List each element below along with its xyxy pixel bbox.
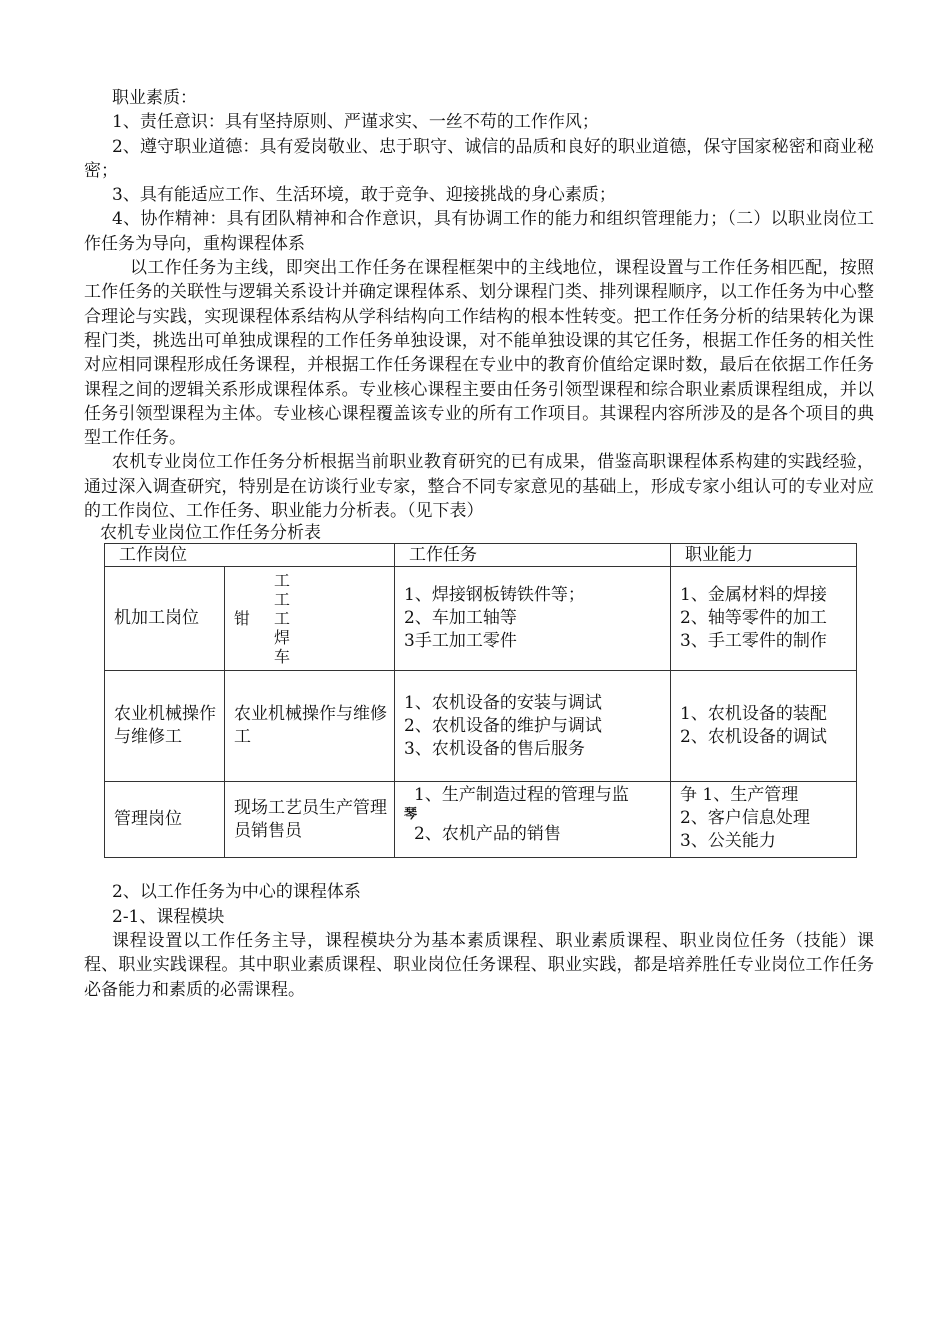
paragraph: 课程设置以工作任务主导，课程模块分为基本素质课程、职业素质课程、职业岗位任务（技能）课程、职业实践课程。其中职业素质课程、职业岗位任务课程、职业实践，都是培养胜任专业岗位工作任务必备能力和素质的必需课程。 <box>84 930 874 1000</box>
paragraph: 1、责任意识：具有坚持原则、严谨求实、一丝不苟的工作作风； <box>112 112 599 133</box>
ability-cell <box>671 567 857 671</box>
table-title: 农机专业岗位工作任务分析表 <box>100 523 321 544</box>
task-item: 1、焊接钢板铸铁件等； <box>404 585 585 606</box>
task-item: 1、农机设备的安装与调试 <box>404 692 602 713</box>
section-heading: 2、以工作任务为中心的课程体系 <box>112 882 361 903</box>
post-cell: 机加工岗位 <box>105 567 225 671</box>
post-cell: 农业机械操作与维修工 <box>105 671 225 782</box>
ability-item: 2、客户信息处理 <box>680 808 810 829</box>
ability-item: 3、公关能力 <box>680 831 776 852</box>
ability-item: 争 1、生产管理 <box>680 785 799 806</box>
ability-item: 2、轴等零件的加工 <box>680 608 827 629</box>
sub-post-left: 钳 <box>234 609 251 629</box>
sub-post-stack <box>274 571 290 666</box>
stack-char: 工 <box>274 590 291 610</box>
table-row <box>105 671 857 782</box>
header-cell: 职业能力 <box>671 544 857 567</box>
sub-post-cell: 农业机械操作与维修工 <box>225 671 395 782</box>
ability-cell <box>671 782 857 858</box>
task-item: 3手工加工零件 <box>404 631 517 652</box>
table-header-row <box>105 544 857 567</box>
header-cell: 工作岗位 <box>105 544 395 567</box>
ability-item: 2、农机设备的调试 <box>680 727 827 748</box>
paragraph: 4、协作精神：具有团队精神和合作意识，具有协调工作的能力和组织管理能力；（二）以职业岗位工作任务为导向，重构课程体系 <box>84 209 874 254</box>
stack-char: 工 <box>274 609 291 629</box>
paragraph: 以工作任务为主线，即突出工作任务在课程框架中的主线地位，课程设置与工作任务相匹配，按照工作任务的关联性与逻辑关系设计并确定课程体系、划分课程门类、排列课程顺序，以工作任务为中心整合理论与实践，实现课程体系结构从学科结构向工作结构的根本性转变。把工作任务分析的结果转化为课程门类，挑选出可单独成课程的工作任务单独设课，对不能单独设课的其它任务，根据工作任务的相关性对应相同课程形成任务课程，并根据工作任务课程在专业中的教育价值给定课时数，最后在依据工作任务课程之间的逻辑关系形成课程体系。专业核心课程主要由任务引领型课程和综合职业素质课程组成，并以任务引领型课程为主体。专业核心课程覆盖该专业的所有工作项目。其课程内容所涉及的是各个项目的典型工作任务。 <box>84 258 874 449</box>
task-item: 2、车加工轴等 <box>404 608 517 629</box>
document-page <box>84 86 874 1002</box>
task-item: 2、农机设备的维护与调试 <box>404 715 602 736</box>
table-row <box>105 567 857 671</box>
task-item: 1、生产制造过程的管理与监 <box>414 785 629 806</box>
paragraph: 农机专业岗位工作任务分析根据当前职业教育研究的已有成果，借鉴高职课程体系构建的实践经验，通过深入调查研究，特别是在访谈行业专家，整合不同专家意见的基础上，形成专家小组认可的专业对应的工作岗位、工作任务、职业能力分析表。（见下表） <box>84 452 874 522</box>
sub-post-cell: 现场工艺员生产管理员销售员 <box>225 782 395 858</box>
section-heading: 职业素质： <box>112 88 197 108</box>
task-analysis-table <box>104 543 857 858</box>
ability-item: 1、农机设备的装配 <box>680 704 827 725</box>
stack-char: 车 <box>274 647 291 667</box>
paragraph: 2、遵守职业道德：具有爱岗敬业、忠于职守、诚信的品质和良好的职业道德，保守国家秘密和商业秘密； <box>84 136 874 181</box>
post-cell: 管理岗位 <box>105 782 225 858</box>
table-row <box>105 782 857 858</box>
task-cell <box>395 567 671 671</box>
ability-item: 3、手工零件的制作 <box>680 631 827 652</box>
stack-char: 工 <box>274 571 291 591</box>
task-item: 琴 <box>404 807 418 823</box>
paragraph: 3、具有能适应工作、生活环境，敢于竞争、迎接挑战的身心素质； <box>112 185 616 206</box>
ability-cell <box>671 671 857 782</box>
stack-char: 焊 <box>274 628 291 648</box>
section-heading: 2-1、课程模块 <box>112 906 225 927</box>
task-item: 2、农机产品的销售 <box>414 824 561 845</box>
task-cell <box>395 782 671 858</box>
header-cell: 工作任务 <box>395 544 671 567</box>
task-cell <box>395 671 671 782</box>
ability-item: 1、金属材料的焊接 <box>680 585 827 606</box>
task-item: 3、农机设备的售后服务 <box>404 738 585 759</box>
sub-post-cell <box>225 567 395 671</box>
